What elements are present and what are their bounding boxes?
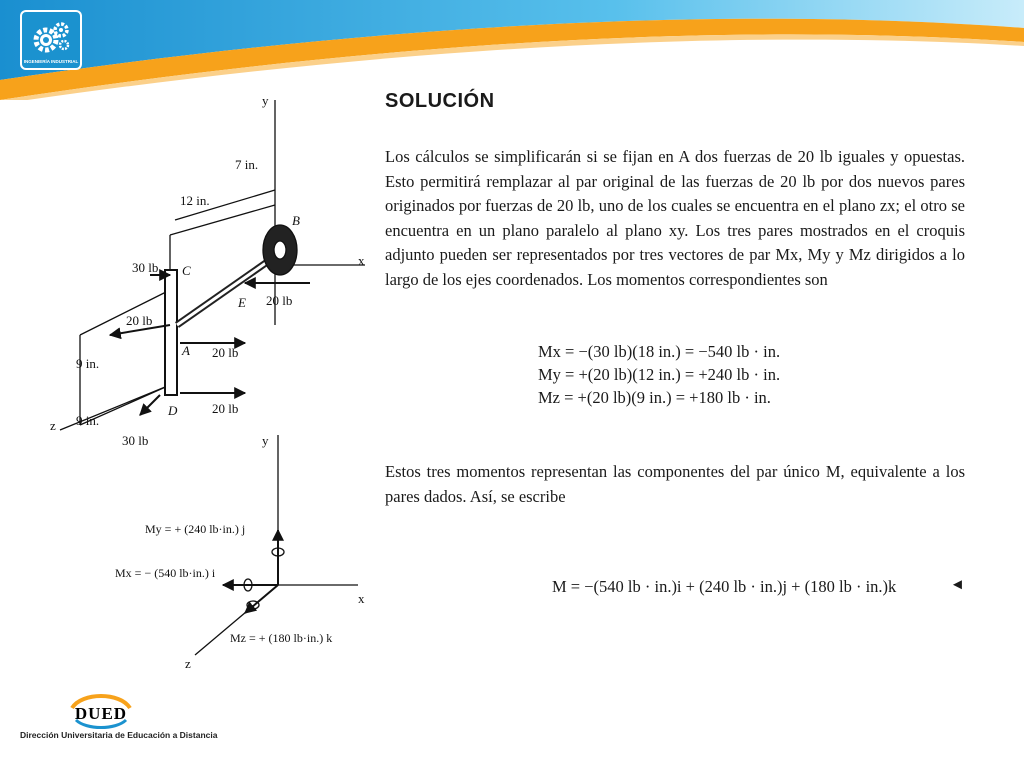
moment-equations — [538, 340, 780, 409]
bottom-axis-y-label: y — [262, 433, 269, 448]
point-e-label: E — [238, 295, 246, 310]
equation-mz: Mz = +(20 lb)(9 in.) = +180 lb · in. — [538, 388, 771, 407]
force-30lb-top: 30 lb — [132, 260, 159, 275]
point-d-label: D — [168, 403, 178, 418]
force-20lb-a: 20 lb — [212, 345, 239, 360]
point-c-label: C — [182, 263, 191, 278]
mechanics-diagram — [40, 85, 380, 675]
dued-logo — [62, 690, 140, 730]
force-20lb-left: 20 lb — [126, 313, 153, 328]
axis-x-label: x — [358, 253, 365, 268]
conclusion-paragraph: Estos tres momentos representan las componentes del par único M, equivalente a los pares dados. Así, se escribe — [385, 462, 965, 506]
bottom-axis-z-label: z — [185, 656, 191, 671]
axis-y-label: y — [262, 93, 269, 108]
mx-label: Mx = − (540 lb·in.) i — [115, 566, 216, 580]
equation-my: My = +(20 lb)(12 in.) = +240 lb · in. — [538, 365, 781, 384]
mz-label: Mz = + (180 lb·in.) k — [230, 631, 333, 645]
institution-name: Dirección Universitaria de Educación a Distancia — [20, 730, 218, 740]
gears-icon — [28, 18, 74, 58]
force-20lb-e: 20 lb — [266, 293, 293, 308]
dued-logo-text: DUED — [74, 704, 128, 723]
solution-title: SOLUCIÓN — [385, 90, 495, 112]
equation-mx: Mx = −(30 lb)(18 in.) = −540 lb · in. — [538, 342, 781, 361]
point-a-label: A — [182, 343, 190, 358]
point-b-label: B — [292, 213, 300, 228]
axis-z-label: z — [50, 418, 56, 433]
program-logo — [20, 10, 82, 70]
force-30lb-bottom: 30 lb — [122, 433, 149, 448]
solution-paragraph: Los cálculos se simplificarán si se fijan en A dos fuerzas de 20 lb iguales y opuestas. Esto permitirá remplazar al par original de las fuerzas de 20 lb por dos nuevos pares originados por fuerzas de 20 lb, uno de los cuales se encuentra en el plano zx; el otro se encuentra en un plano paralelo al plano xy. Los tres pares mostrados en el croquis adjunto pueden ser representados por tres vectores de par Mx, My y Mz dirigidos a lo largo de los ejes coordenados. Los momentos correspondientes son — [385, 147, 965, 289]
bottom-axis-x-label: x — [358, 591, 365, 606]
force-20lb-d: 20 lb — [212, 401, 239, 416]
final-equation: M = −(540 lb · in.)i + (240 lb · in.)j + (180 lb · in.)k — [552, 577, 897, 596]
dim-9in-upper: 9 in. — [76, 356, 100, 371]
end-marker-icon: ◄ — [950, 577, 965, 593]
my-label: My = + (240 lb·in.) j — [145, 522, 246, 536]
dim-12in: 12 in. — [180, 193, 210, 208]
logo-label: INGENIERÍA INDUSTRIAL — [23, 59, 79, 64]
dim-9in-lower: 9 in. — [76, 413, 100, 428]
dim-7in: 7 in. — [235, 157, 259, 172]
